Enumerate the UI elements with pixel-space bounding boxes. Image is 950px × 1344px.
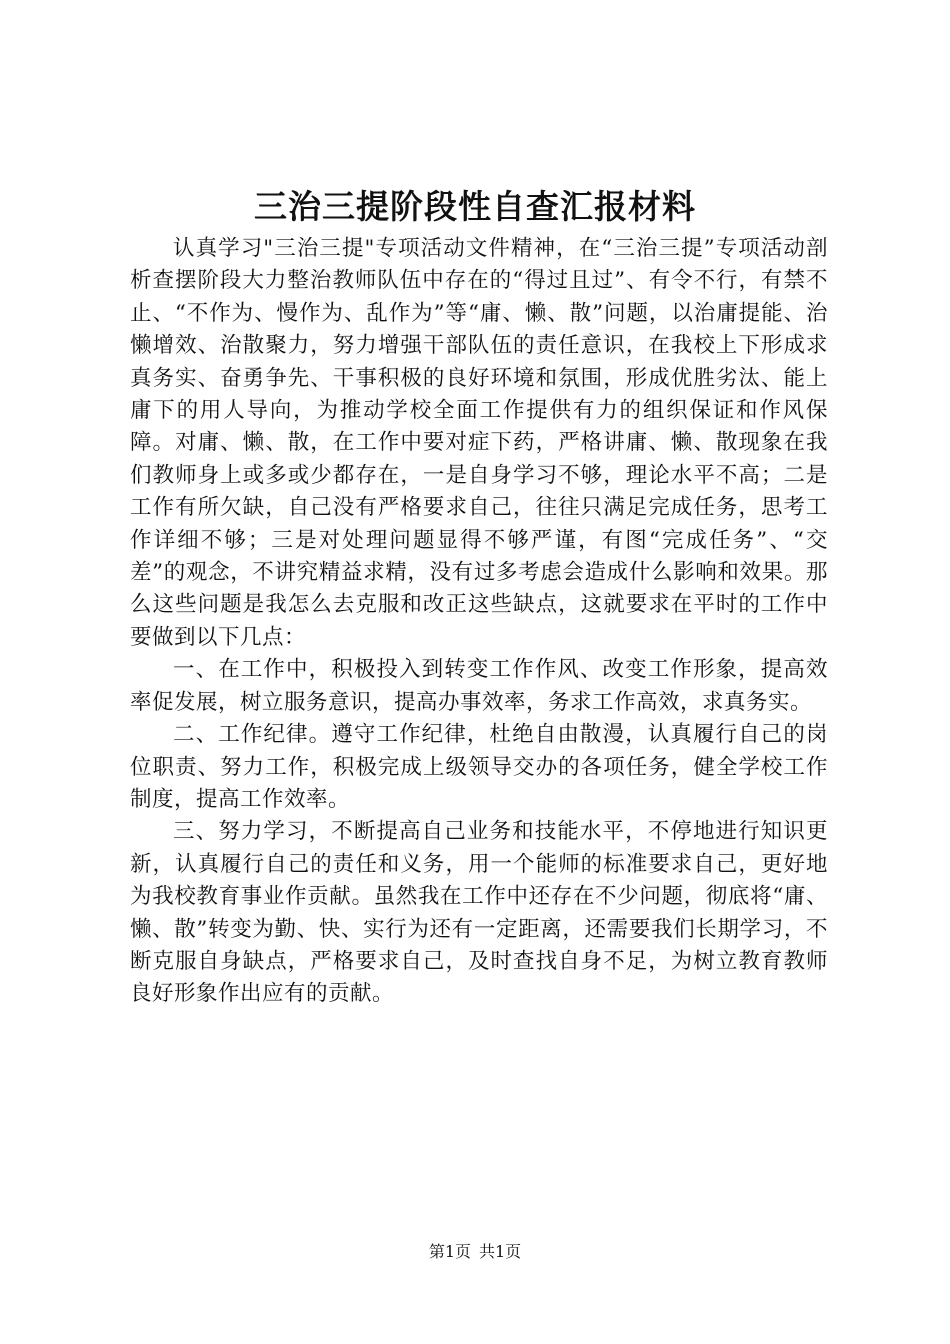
paragraph-point-one: 一、在工作中，积极投入到转变工作作风、改变工作形象，提高效率促发展，树立服务意识，提高办事效率，务求工作高效，求真务实。 xyxy=(130,657,828,715)
paragraph-point-two: 二、工作纪律。遵守工作纪律，杜绝自由散漫，认真履行自己的岗位职责、努力工作，积极完成上级领导交办的各项任务，健全学校工作制度，提高工作效率。 xyxy=(130,722,828,812)
page-total: 共1页 xyxy=(479,1242,522,1261)
page-number: 第1页 xyxy=(428,1242,471,1261)
paragraph-intro: 认真学习"三治三提"专项活动文件精神，在“三治三提”专项活动剖析查摆阶段大力整治教师队伍中存在的“得过且过”、有令不行，有禁不止、“不作为、慢作为、乱作为”等“庸、懒、散”问题，以治庸提能、治懒增效、治散聚力，努力增强干部队伍的责任意识，在我校上下形成求真务实、奋勇争先、干事积极的良好环境和氛围，形成优胜劣汰、能上庸下的用人导向，为推动学校全面工作提供有力的组织保证和作风保障。对庸、懒、散，在工作中要对症下药，严格讲庸、懒、散现象在我们教师身上或多或少都存在，一是自身学习不够，理论水平不高；二是工作有所欠缺，自己没有严格要求自己，往往只满足完成任务，思考工作详细不够；三是对处理问题显得不够严谨，有图“完成任务”、“交差”的观念，不讲究精益求精，没有过多考虑会造成什么影响和效果。那么这些问题是我怎么去克服和改正这些缺点，这就要求在平时的工作中要做到以下几点： xyxy=(130,236,828,650)
page-footer xyxy=(0,1240,950,1264)
paragraph-point-three: 三、努力学习，不断提高自己业务和技能水平，不停地进行知识更新，认真履行自己的责任和义务，用一个能师的标准要求自己，更好地为我校教育事业作贡献。虽然我在工作中还存在不少问题，彻底将“庸、懒、散”转变为勤、快、实行为还有一定距离，还需要我们长期学习，不断克服自身缺点，严格要求自己，及时查找自身不足，为树立教育教师良好形象作出应有的贡献。 xyxy=(130,819,828,1007)
document-title: 三治三提阶段性自查汇报材料 xyxy=(254,187,696,226)
document-body xyxy=(130,233,828,1011)
